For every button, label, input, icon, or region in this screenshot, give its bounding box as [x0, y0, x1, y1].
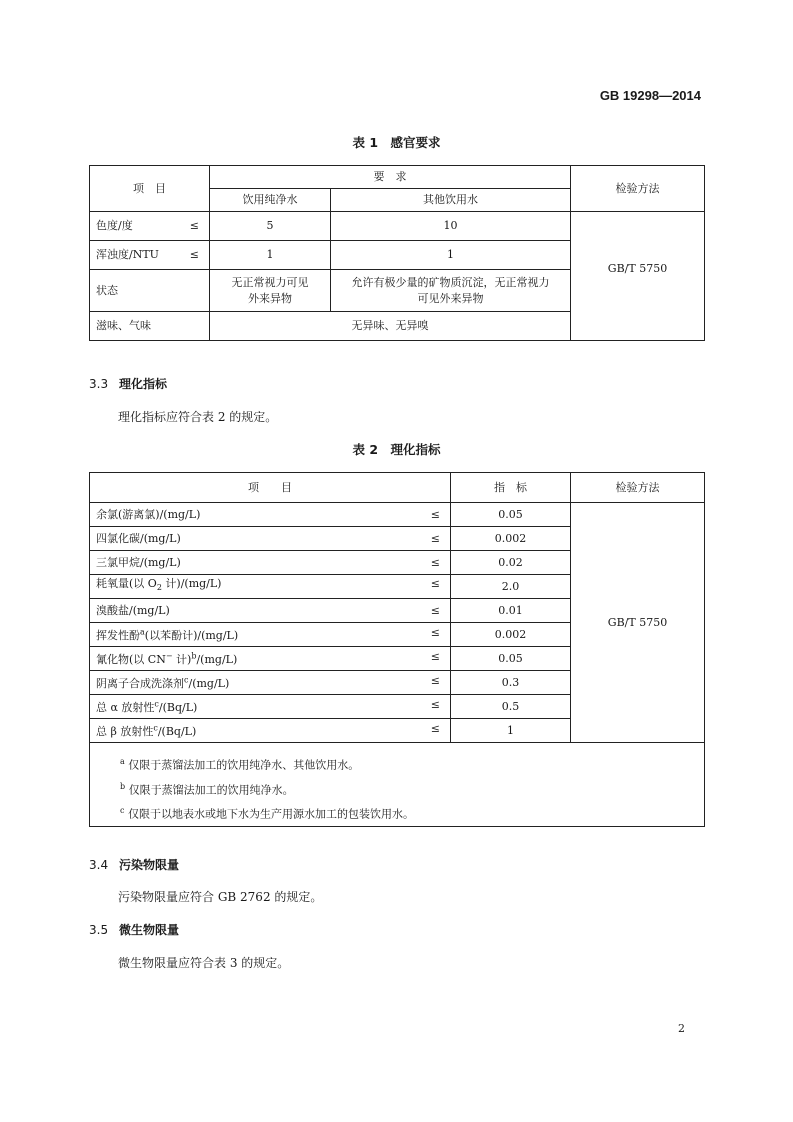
footnote: $^a$ 仅限于蒸馏法加工的饮用纯净水、其他饮用水。	[120, 757, 360, 772]
section-number: 3.4	[89, 858, 109, 872]
value-cell: 1	[331, 241, 571, 270]
standard-id: GB 19298—2014	[599, 88, 701, 103]
table1-header-other: 其他饮用水	[331, 189, 571, 212]
value-line: 外来异物	[248, 291, 292, 305]
item-label: 总 β 放射性$^c$/(Bq/L)	[96, 723, 197, 739]
value-cell: 0.5	[451, 695, 571, 719]
leq-symbol: ≤	[189, 248, 199, 261]
table2	[89, 472, 705, 827]
leq-symbol: ≤	[430, 625, 440, 639]
leq-symbol: ≤	[430, 603, 440, 617]
value-cell: 1	[451, 719, 571, 743]
table2-header-method: 检验方法	[571, 473, 705, 503]
item-label: 状态	[90, 270, 210, 312]
table1	[89, 165, 705, 341]
item-label: 总 α 放射性$^c$/(Bq/L)	[96, 699, 198, 715]
table2-header-item: 项 目	[90, 473, 451, 503]
value-cell: 0.002	[451, 527, 571, 551]
section-title: 污染物限量	[119, 858, 180, 872]
table2-title: 表 2 理化指标	[352, 442, 441, 457]
value-cell: 0.05	[451, 647, 571, 671]
table2-footnotes	[90, 743, 705, 827]
section-3-5-text: 微生物限量应符合表 3 的规定。	[118, 956, 290, 970]
section-3-5-heading	[89, 921, 179, 938]
item-label: 浑浊度/NTU	[96, 248, 159, 261]
table-row	[90, 212, 705, 241]
value-cell: 0.3	[451, 671, 571, 695]
table1-header-item: 项 目	[90, 166, 210, 212]
table1-header-purified: 饮用纯净水	[210, 189, 331, 212]
value-cell: 5	[210, 212, 331, 241]
table-row	[90, 503, 705, 527]
footnote: $^c$ 仅限于以地表水或地下水为生产用源水加工的包装饮用水。	[120, 806, 414, 821]
section-title: 微生物限量	[119, 923, 180, 937]
item-label: 滋味、气味	[90, 312, 210, 341]
item-label: 溴酸盐/(mg/L)	[96, 603, 170, 617]
item-label: 阴离子合成洗涤剂$^c$/(mg/L)	[96, 675, 230, 691]
item-label: 色度/度	[96, 219, 133, 232]
item-label: 氰化物(以 CN− 计)$^b$/(mg/L)	[96, 651, 238, 667]
section-number: 3.3	[89, 377, 109, 391]
value-cell: 0.02	[451, 551, 571, 575]
table2-method: GB/T 5750	[571, 503, 705, 743]
section-3-3-heading	[89, 375, 167, 392]
leq-symbol: ≤	[189, 219, 199, 232]
footnote: $^b$ 仅限于蒸馏法加工的饮用纯净水。	[120, 781, 294, 797]
value-cell: 无异味、无异嗅	[210, 312, 571, 341]
value-cell: 0.05	[451, 503, 571, 527]
item-label: 耗氧量(以 $O_2$ 计)/(mg/L)	[96, 577, 222, 593]
item-label: 三氯甲烷/(mg/L)	[96, 555, 181, 569]
section-3-3-text: 理化指标应符合表 2 的规定。	[118, 410, 278, 424]
table1-title: 表 1 感官要求	[352, 135, 441, 150]
item-label: 挥发性酚$^a$(以苯酚计)/(mg/L)	[96, 627, 239, 643]
section-3-4-text: 污染物限量应符合 GB 2762 的规定。	[118, 890, 323, 904]
table1-header-method: 检验方法	[571, 166, 705, 212]
leq-symbol: ≤	[430, 649, 440, 663]
value-line: 无正常视力可见	[231, 275, 309, 289]
value-line: 可见外来异物	[417, 291, 484, 305]
section-number: 3.5	[89, 923, 109, 937]
value-cell: 0.01	[451, 599, 571, 623]
leq-symbol: ≤	[430, 555, 440, 569]
item-label: 余氯(游离氯)/(mg/L)	[96, 507, 201, 521]
section-3-4-heading	[89, 856, 179, 873]
value-cell: 10	[331, 212, 571, 241]
leq-symbol: ≤	[430, 507, 440, 521]
value-cell: 1	[210, 241, 331, 270]
leq-symbol: ≤	[430, 577, 440, 591]
page-number: 2	[678, 1022, 685, 1035]
leq-symbol: ≤	[430, 721, 440, 735]
table2-header-value: 指 标	[451, 473, 571, 503]
table1-header-requirement: 要 求	[210, 166, 571, 189]
leq-symbol: ≤	[430, 697, 440, 711]
section-title: 理化指标	[119, 377, 168, 391]
value-cell: 0.002	[451, 623, 571, 647]
table1-method: GB/T 5750	[571, 212, 705, 341]
leq-symbol: ≤	[430, 531, 440, 545]
value-cell: 2.0	[451, 575, 571, 599]
leq-symbol: ≤	[430, 673, 440, 687]
value-line: 允许有极少量的矿物质沉淀，无正常视力	[351, 275, 550, 289]
item-label: 四氯化碳/(mg/L)	[96, 531, 181, 545]
